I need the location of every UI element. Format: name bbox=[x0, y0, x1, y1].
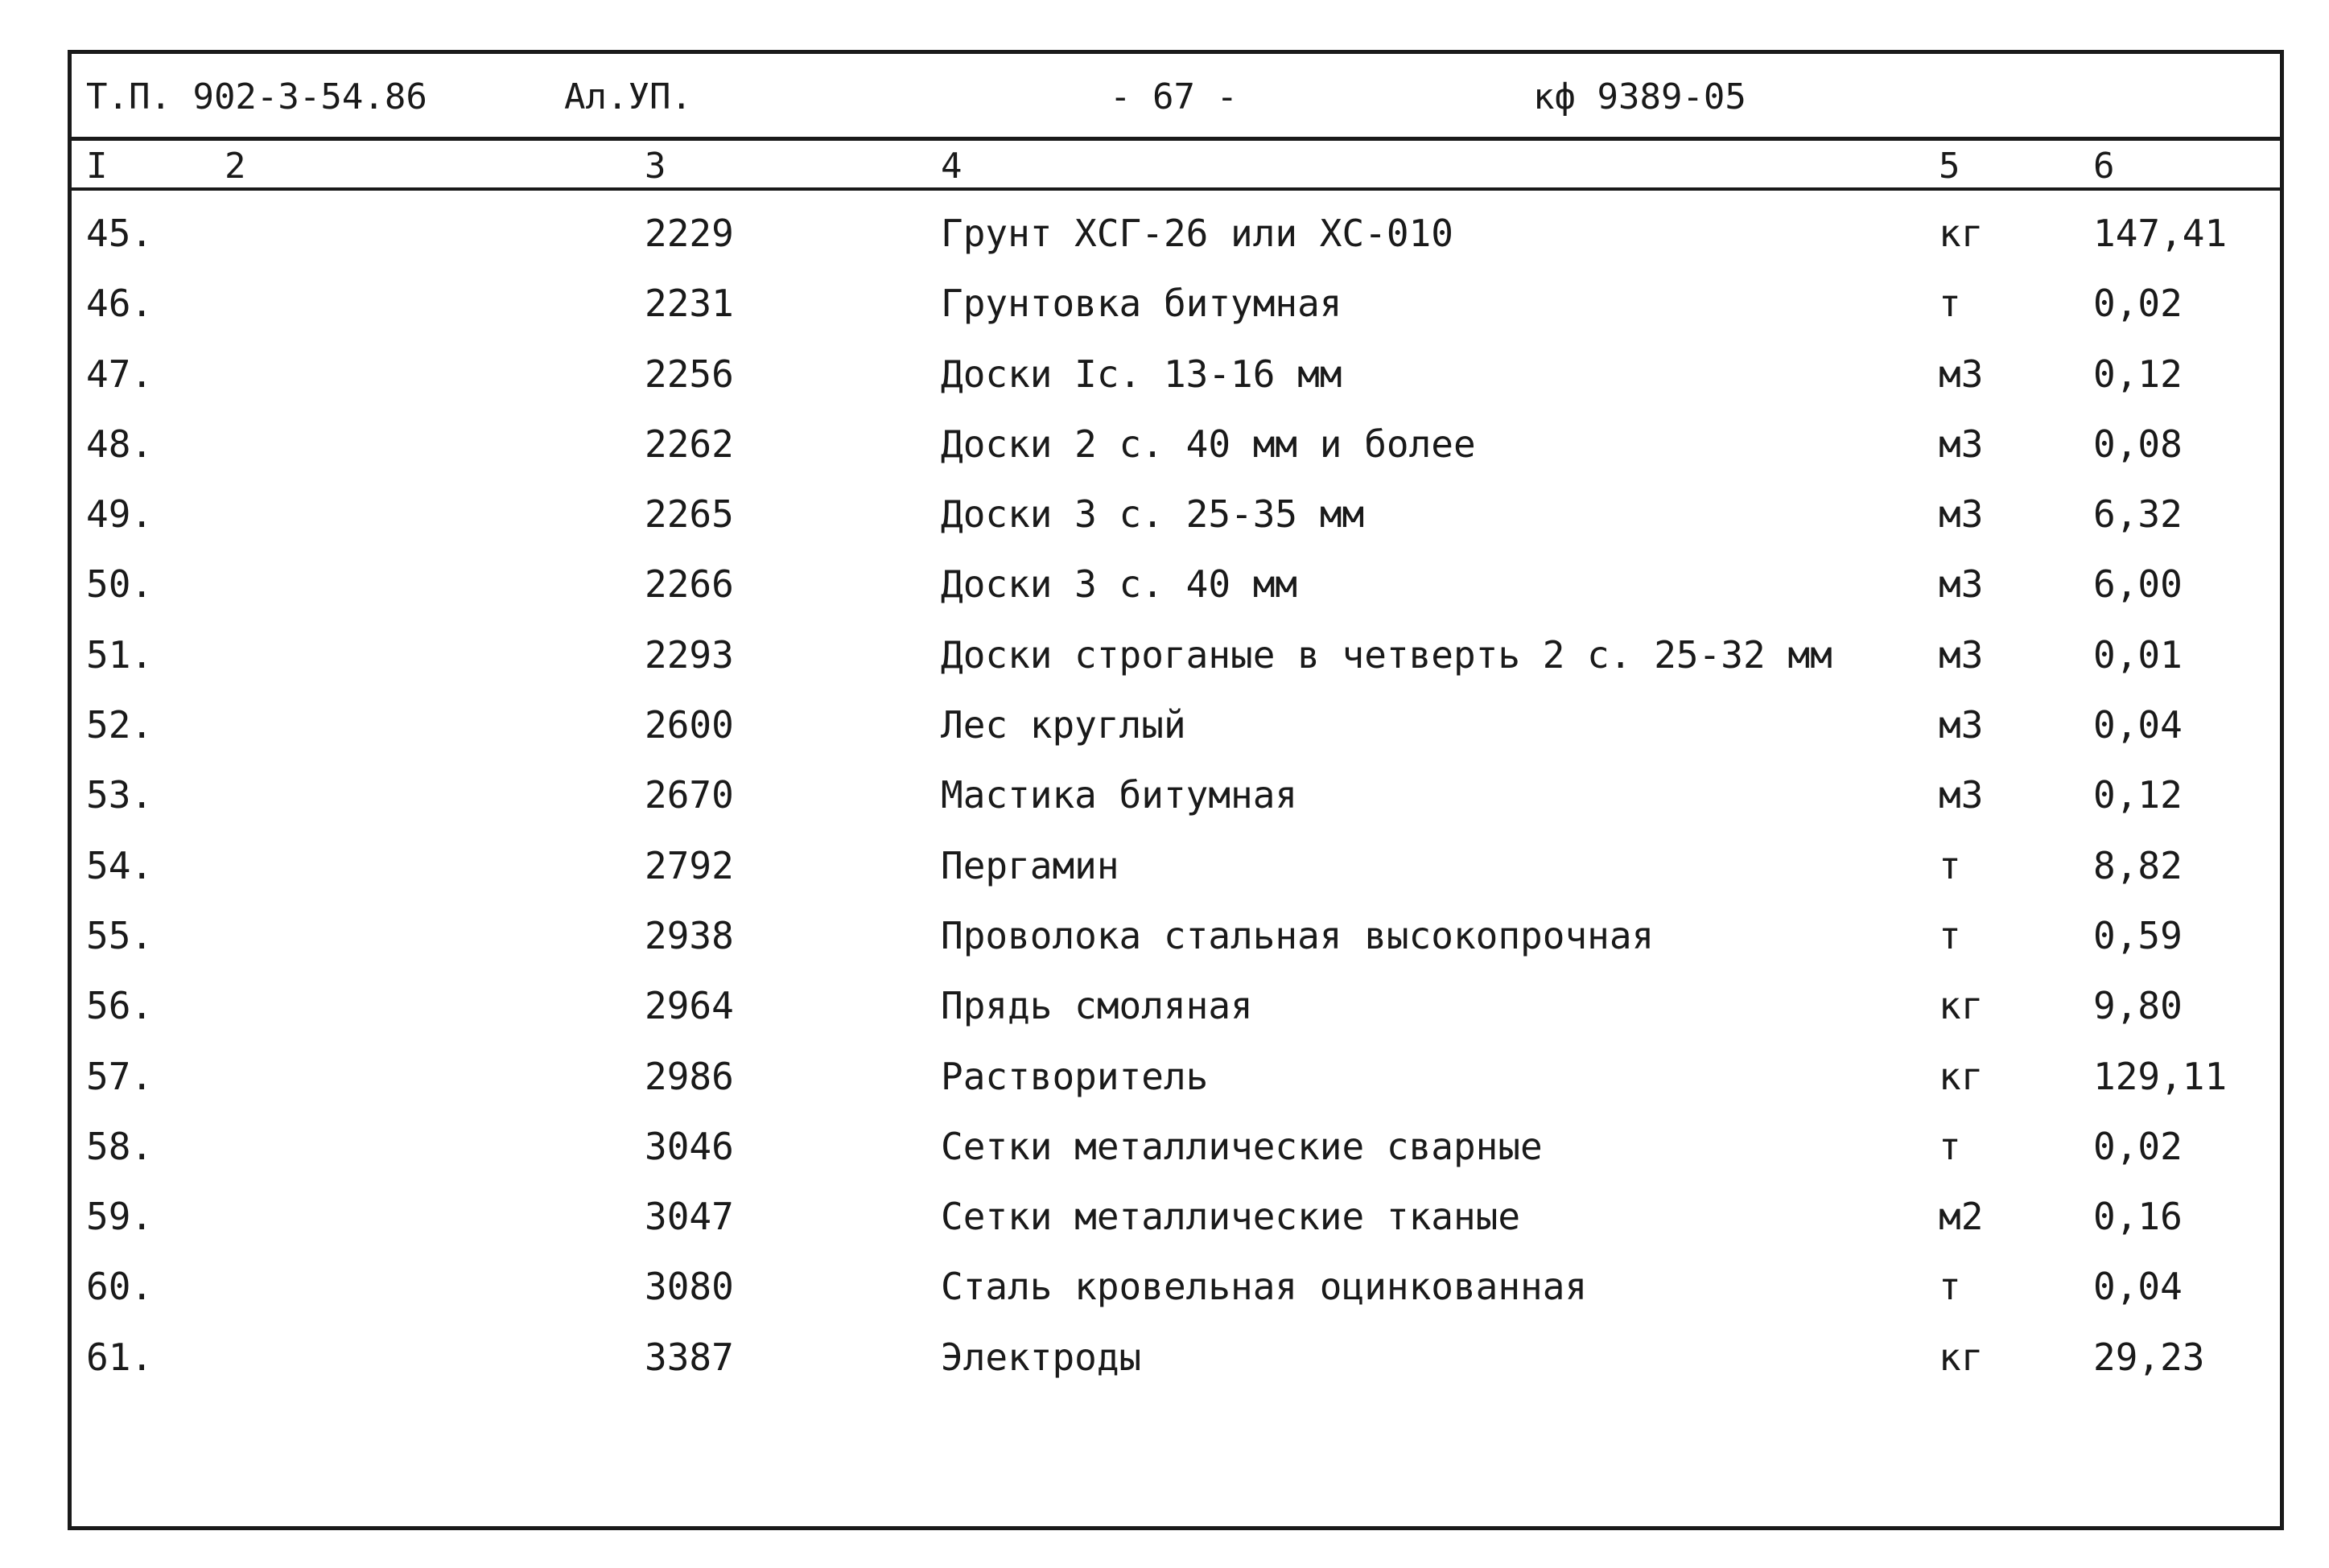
table-row bbox=[72, 204, 2280, 274]
document-frame bbox=[68, 50, 2284, 1530]
quantity: 29,23 bbox=[2093, 1335, 2205, 1379]
column-header-4: 4 bbox=[941, 146, 963, 187]
material-name: Доски 2 с. 40 мм и более bbox=[941, 422, 1476, 466]
table-row bbox=[72, 625, 2280, 695]
material-code: 2256 bbox=[645, 352, 734, 396]
material-name: Лес круглый bbox=[941, 703, 1186, 747]
table-row bbox=[72, 976, 2280, 1046]
row-number: 54. bbox=[86, 843, 154, 887]
materials-table bbox=[72, 204, 2280, 1397]
column-header-1: I bbox=[86, 146, 108, 187]
material-name: Электроды bbox=[941, 1335, 1142, 1379]
unit: м3 bbox=[1939, 352, 1984, 396]
column-header-row bbox=[72, 141, 2280, 191]
material-name: Пергамин bbox=[941, 843, 1119, 887]
material-code: 2262 bbox=[645, 422, 734, 466]
column-header-5: 5 bbox=[1939, 146, 1960, 187]
material-code: 3046 bbox=[645, 1124, 734, 1168]
quantity: 9,80 bbox=[2093, 984, 2183, 1028]
row-number: 52. bbox=[86, 703, 154, 747]
material-name: Доски 3 с. 25-35 мм bbox=[941, 492, 1365, 537]
page-number: - 67 - bbox=[1110, 76, 1238, 117]
quantity: 0,08 bbox=[2093, 422, 2183, 466]
unit: кг bbox=[1939, 212, 1984, 255]
material-code: 2293 bbox=[645, 632, 734, 677]
row-number: 50. bbox=[86, 562, 154, 607]
unit: т bbox=[1939, 1124, 1961, 1168]
row-number: 53. bbox=[86, 773, 154, 817]
unit: т bbox=[1939, 913, 1961, 957]
material-code: 2938 bbox=[645, 913, 734, 957]
unit: м3 bbox=[1939, 632, 1984, 677]
quantity: 0,01 bbox=[2093, 632, 2183, 677]
material-code: 3387 bbox=[645, 1335, 734, 1379]
material-name: Растворитель bbox=[941, 1054, 1209, 1098]
quantity: 129,11 bbox=[2093, 1054, 2228, 1098]
unit: м3 bbox=[1939, 422, 1984, 466]
unit: м3 bbox=[1939, 773, 1984, 817]
table-row bbox=[72, 695, 2280, 765]
row-number: 46. bbox=[86, 282, 154, 326]
quantity: 6,00 bbox=[2093, 562, 2183, 607]
unit: т bbox=[1939, 1265, 1961, 1309]
material-name: Сетки металлические сварные bbox=[941, 1124, 1543, 1168]
column-header-6: 6 bbox=[2093, 146, 2115, 187]
quantity: 0,04 bbox=[2093, 1265, 2183, 1309]
table-row bbox=[72, 836, 2280, 906]
table-row bbox=[72, 344, 2280, 414]
row-number: 51. bbox=[86, 632, 154, 677]
quantity: 0,16 bbox=[2093, 1195, 2183, 1239]
table-row bbox=[72, 274, 2280, 344]
material-code: 2670 bbox=[645, 773, 734, 817]
row-number: 58. bbox=[86, 1124, 154, 1168]
doc-code: Т.П. 902-3-54.86 bbox=[86, 76, 427, 117]
material-code: 2229 bbox=[645, 212, 734, 255]
material-name: Грунт ХСГ-26 или ХС-010 bbox=[941, 212, 1453, 255]
row-number: 59. bbox=[86, 1195, 154, 1239]
material-name: Грунтовка битумная bbox=[941, 282, 1342, 326]
material-code: 2986 bbox=[645, 1054, 734, 1098]
material-code: 3047 bbox=[645, 1195, 734, 1239]
album-label: Ал.УП. bbox=[564, 76, 692, 117]
unit: кг bbox=[1939, 984, 1984, 1028]
material-code: 2964 bbox=[645, 984, 734, 1028]
table-row bbox=[72, 765, 2280, 835]
table-row bbox=[72, 1327, 2280, 1397]
material-name: Мастика битумная bbox=[941, 773, 1298, 817]
unit: т bbox=[1939, 843, 1961, 887]
table-row bbox=[72, 484, 2280, 554]
archive-stamp: кф 9389-05 bbox=[1533, 76, 1746, 117]
table-row bbox=[72, 906, 2280, 976]
row-number: 57. bbox=[86, 1054, 154, 1098]
unit: кг bbox=[1939, 1054, 1984, 1098]
material-code: 2266 bbox=[645, 562, 734, 607]
row-number: 49. bbox=[86, 492, 154, 537]
unit: т bbox=[1939, 282, 1961, 326]
row-number: 45. bbox=[86, 212, 154, 255]
quantity: 0,12 bbox=[2093, 352, 2183, 396]
material-name: Проволока стальная высокопрочная bbox=[941, 913, 1655, 957]
table-row bbox=[72, 414, 2280, 484]
material-code: 3080 bbox=[645, 1265, 734, 1309]
quantity: 147,41 bbox=[2093, 212, 2228, 255]
row-number: 61. bbox=[86, 1335, 154, 1379]
material-code: 2600 bbox=[645, 703, 734, 747]
unit: м3 bbox=[1939, 492, 1984, 537]
unit: кг bbox=[1939, 1335, 1984, 1379]
material-name: Доски Iс. 13-16 мм bbox=[941, 352, 1342, 396]
material-name: Сетки металлические тканые bbox=[941, 1195, 1521, 1239]
material-code: 2265 bbox=[645, 492, 734, 537]
unit: м3 bbox=[1939, 703, 1984, 747]
material-code: 2792 bbox=[645, 843, 734, 887]
quantity: 0,04 bbox=[2093, 703, 2183, 747]
row-number: 56. bbox=[86, 984, 154, 1028]
material-name: Прядь смоляная bbox=[941, 984, 1253, 1028]
table-row bbox=[72, 1257, 2280, 1327]
quantity: 6,32 bbox=[2093, 492, 2183, 537]
quantity: 0,02 bbox=[2093, 282, 2183, 326]
table-row bbox=[72, 554, 2280, 624]
row-number: 48. bbox=[86, 422, 154, 466]
table-row bbox=[72, 1187, 2280, 1257]
material-name: Сталь кровельная оцинкованная bbox=[941, 1265, 1588, 1309]
table-row bbox=[72, 1047, 2280, 1117]
quantity: 8,82 bbox=[2093, 843, 2183, 887]
row-number: 55. bbox=[86, 913, 154, 957]
quantity: 0,59 bbox=[2093, 913, 2183, 957]
document-header bbox=[72, 54, 2280, 141]
row-number: 47. bbox=[86, 352, 154, 396]
quantity: 0,12 bbox=[2093, 773, 2183, 817]
row-number: 60. bbox=[86, 1265, 154, 1309]
table-row bbox=[72, 1117, 2280, 1187]
unit: м3 bbox=[1939, 562, 1984, 607]
column-header-3: 3 bbox=[645, 146, 666, 187]
unit: м2 bbox=[1939, 1195, 1984, 1239]
material-name: Доски 3 с. 40 мм bbox=[941, 562, 1298, 607]
column-header-2: 2 bbox=[225, 146, 246, 187]
quantity: 0,02 bbox=[2093, 1124, 2183, 1168]
material-code: 2231 bbox=[645, 282, 734, 326]
material-name: Доски строганые в четверть 2 с. 25-32 мм bbox=[941, 632, 1832, 677]
